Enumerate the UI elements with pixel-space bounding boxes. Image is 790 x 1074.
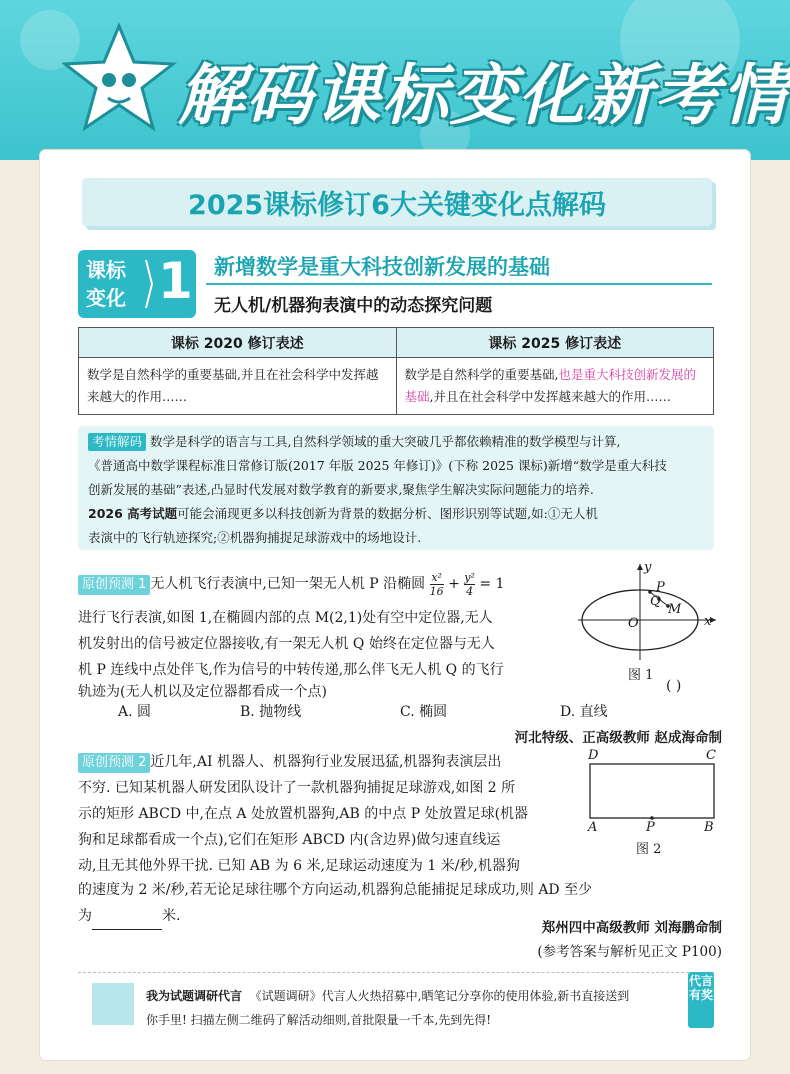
header-banner [0,0,790,160]
choice-b: B. 抛物线 [240,704,302,720]
fig1-caption: 图 1 [628,668,654,683]
frac-den: 16 [429,584,444,598]
qr-code-icon[interactable] [92,983,134,1025]
fig1-label-o: O [628,616,639,631]
problem2-tag: 原创预测 2 [78,753,150,773]
fig2-label-a: A [588,820,598,835]
footer-line2: 你手里! 扫描左侧二维码了解活动细则,首批限量一千本,先到先得! [146,1013,492,1027]
bracket-icon [144,258,154,310]
analysis-line5: 表演中的飞行轨迹探究;②机器狗捕捉足球游戏中的场地设计. [88,530,422,545]
badge-label [86,256,146,312]
cell-2025-text-a: 数学是自然科学的重要基础, [404,367,559,382]
footer-bold: 我为试题调研代言 [146,989,243,1003]
problem1-line1 [78,570,578,598]
problem2-line6: 的速度为 2 米/秒,若无论足球往哪个方向运动,机器狗总能捕捉足球成功,则 AD 至少 [78,882,593,898]
problem2-line5: 动,且无其他外界干扰. 已知 AB 为 6 米,足球运动速度为 1 米/秒,机器狗 [78,858,520,874]
equals-one: = 1 [479,576,505,592]
section-divider [206,283,712,285]
fig2-label-p: P [646,820,655,835]
badge-line2: 变化 [86,286,126,310]
analysis-tag: 考情解码 [88,433,146,451]
col-header-2020: 课标 2020 修订表述 [79,328,397,358]
analysis-box [78,426,714,550]
badge-number: 1 [158,252,193,310]
reference-note: (参考答案与解析见正文 P100) [537,944,722,960]
problem1-line4: 机 P 连线中点处伴飞,作为信号的中转传递,那么伴飞无人机 Q 的飞行 [78,662,504,678]
cell-2025-highlight: 也是重大科技创新发展的基础 [404,367,696,404]
problem2-line4: 狗和足球都看成一个点),它们在矩形 ABCD 内(含边界)做匀速直线运 [78,832,501,848]
banner-title: 解码课标变化新考情 [178,57,790,134]
problem2-text: 近几年,AI 机器人、机器狗行业发展迅猛,机器狗表演层出 [150,754,502,770]
fig1-label-m: M [668,602,682,617]
cell-2025 [396,358,714,415]
frac-den: 4 [466,584,474,598]
footer-tag: 代言有奖 [688,972,714,1028]
problem2-author: 郑州四中高级教师 刘海鹏命制 [541,920,722,936]
problem2-line1 [78,748,501,776]
footer-line1 [146,984,706,1008]
problem1-text: 无人机飞行表演中,已知一架无人机 P 沿椭圆 [150,576,426,592]
analysis-text: 可能会涌现更多以科技创新为背景的数据分析、图形识别等试题,如:①无人机 [177,506,598,521]
fig1-label-x: x [704,614,712,629]
analysis-bold: 2026 高考试题 [88,506,178,521]
fig2-caption: 图 2 [636,842,662,857]
problem1-line3: 机发射出的信号被定位器接收,有一架无人机 Q 始终在定位器与无人 [78,636,495,652]
frac-num: x² [431,570,442,584]
fig1-label-q: Q [650,594,661,609]
cell-2025-text-b: ,并且在社会科学中发挥越来越大的作用…… [429,389,671,404]
choice-d: D. 直线 [560,704,608,720]
fig1-label-p: P [656,580,665,595]
fig1-label-y: y [644,560,652,575]
problem2-text: 为 [78,908,92,924]
problem1-line2: 进行飞行表演,如图 1,在椭圆内部的点 M(2,1)处有空中定位器,无人 [78,610,493,626]
table-header-row [79,328,714,358]
analysis-text: 数学是科学的语言与工具,自然科学领域的重大突破几乎都依赖精准的数学模型与计算, [150,434,621,449]
footer-divider [78,972,714,973]
fraction-y [464,571,475,598]
problem2-line2: 不穷. 已知某机器人研发团队设计了一款机器狗捕捉足球游戏,如图 2 所 [78,780,516,796]
analysis-line4 [88,502,706,526]
problem1-line5: 轨迹为(无人机以及定位器都看成一个点) [78,684,327,700]
star-mascot-icon [62,22,177,137]
section-badge [78,250,196,318]
section-subtitle: 无人机/机器狗表演中的动态探究问题 [214,296,493,316]
main-title-box [82,178,712,226]
problem1-author: 河北特级、正高级教师 赵成海命制 [514,730,722,746]
fraction-x [430,571,444,598]
fig2-label-b: B [704,820,714,835]
footer-text1: 《试题调研》代言人火热招募中,晒笔记分享你的使用体验,新书直接送到 [249,989,630,1003]
frac-num: y² [464,570,475,584]
fig2-label-c: C [706,748,716,763]
analysis-line3: 创新发展的基础”表述,凸显时代发展对数学教育的新要求,聚焦学生解决实际问题能力的培养. [88,482,594,497]
problem2-text: 米. [162,908,181,924]
table-row [79,358,714,415]
choice-a: A. 圆 [118,704,152,720]
col-header-2025: 课标 2025 修订表述 [396,328,714,358]
problem1-tag: 原创预测 1 [78,575,150,595]
plus-sign: + [448,576,460,592]
fig2-label-d: D [588,748,599,763]
problem2-line7 [78,902,180,930]
answer-paren: ( ) [666,678,682,694]
answer-blank [92,912,162,930]
analysis-line2: 《普通高中数学课程标准日常修订版(2017 年版 2025 年修订)》(下称 2025 课标)新增“数学是重大科技 [88,458,667,473]
choice-c: C. 椭圆 [400,704,448,720]
analysis-line1 [88,430,706,454]
main-title: 2025课标修订6大关键变化点解码 [188,190,606,221]
comparison-table [78,327,714,415]
cell-2020: 数学是自然科学的重要基础,并且在社会科学中发挥越来越大的作用…… [79,358,397,415]
figure1-ellipse-diagram [578,562,718,662]
problem2-line3: 示的矩形 ABCD 中,在点 A 处放置机器狗,AB 的中点 P 处放置足球(机器 [78,806,529,822]
badge-line1: 课标 [86,258,126,282]
footer-promo [146,984,706,1032]
section-title: 新增数学是重大科技创新发展的基础 [214,255,550,279]
